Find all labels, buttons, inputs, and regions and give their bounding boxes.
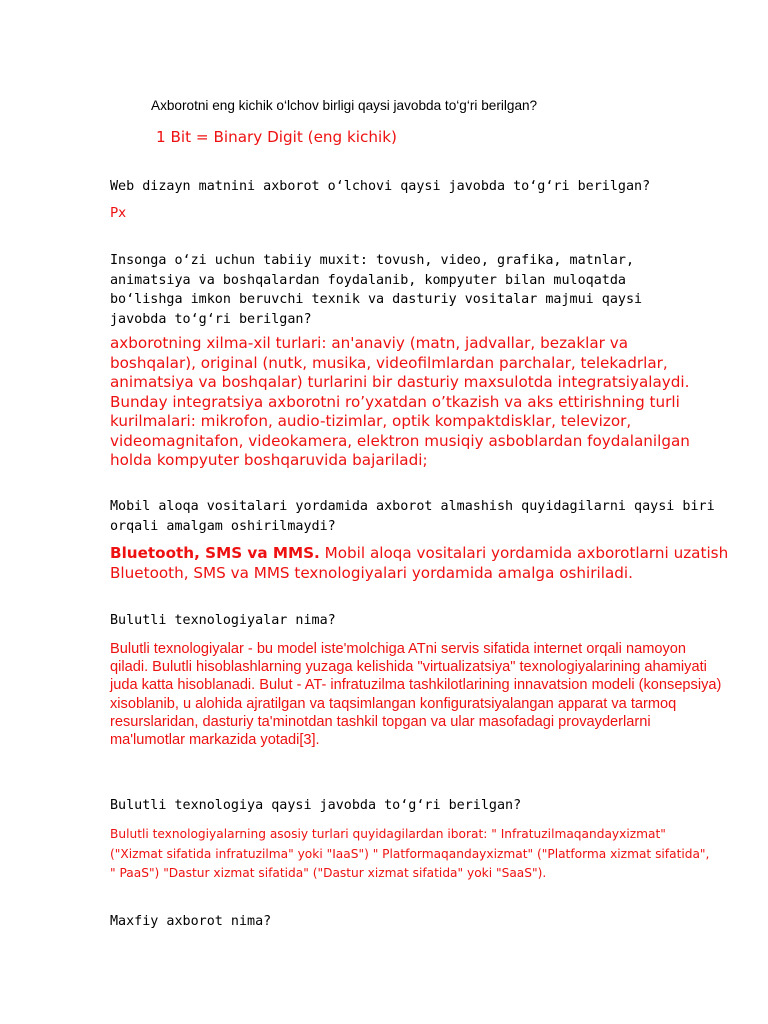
question-4: Mobil aloqa vositalari yordamida axborot almashish quyidagilarni qaysi biri orqali amalgam oshirilmaydi? — [110, 499, 723, 534]
question-3: Insonga o‘zi uchun tabiiy muxit: tovush, video, grafika, matnlar, animatsiya va boshqalardan foydalanib, kompyuter bilan muloqatda bo‘lishga imkon beruvchi texnik va dasturiy vositalar majmui qaysi javobda to‘g‘ri berilgan? — [110, 253, 651, 327]
answer-4-text: Mobil aloqa vositalari yordamida axborotlarni uzatish Bluetooth, SMS va MMS texnologiyalari yordamida amalga oshiriladi. — [110, 544, 729, 582]
answer-1: 1 Bit = Binary Digit (eng kichik) — [156, 128, 397, 146]
answer-3: axborotning xilma-xil turlari: an'anaviy (matn, jadvallar, bezaklar va boshqalar), original (nutk, musika, videofilmlardan parchalar, telekadrlar, animatsiya va boshqalar) turlarini bir dasturiy maxsulotda integratsiyalaydi. Bunday integratsiya axborotni ro’yxatdan o’tkazish va aks ettirishning turli kurilmalari: mikrofon, audio-tizimlar, optik kompaktdisklar, televizor, videomagnitafon, videokamera, elektron musiqiy asboblardan foydalanilgan holda kompyuter boshqaruvida bajariladi; — [110, 334, 690, 469]
answer-5: Bulutli texnologiyalar - bu model iste'molchiga ATni servis sifatida internet orqali namoyon qiladi. Bulutli hisoblashlarning yuzaga kelishida "virtualizatsiya" texnologiyalarining ahamiyati juda katta hisoblanadi. Bulut - AT- infratuzilma tashkilotlarining innavatsion modeli (konsepsiya) xisoblanib, u alohida ajratilgan va taqsimlangan konfiguratsiyalangan apparat va tarmoq resurslaridan, dasturiy ta'minotdan tashkil topgan va ular masofadagi provayderlarni ma'lumotlar markazida yotadi[3]. — [110, 641, 722, 749]
answer-6: Bulutli texnologiyalarning asosiy turlari quyidagilardan iborat: " Infratuzilmaqandayxizmat" ("Xizmat sifatida infratuzilma" yoki "IaaS") " Platformaqandayxizmat" ("Platforma xizmat sifatida", " PaaS") "Dastur xizmat sifatida" ("Dastur xizmat sifatida" yoki "SaaS"). — [110, 827, 710, 880]
question-5: Bulutli texnologiyalar nima? — [110, 613, 336, 628]
question-1: Axborotni eng kichik o‘lchov birligi qaysi javobda to‘g‘ri berilgan? — [151, 98, 538, 113]
answer-2: Px — [110, 205, 127, 221]
question-6: Bulutli texnologiya qaysi javobda to‘g‘ri berilgan? — [110, 798, 522, 813]
question-2: Web dizayn matnini axborot o‘lchovi qaysi javobda to‘g‘ri berilgan? — [110, 179, 651, 194]
answer-4-bold: Bluetooth, SMS va MMS. — [110, 544, 320, 562]
question-7: Maxfiy axborot nima? — [110, 914, 272, 929]
answer-4 — [110, 544, 735, 583]
